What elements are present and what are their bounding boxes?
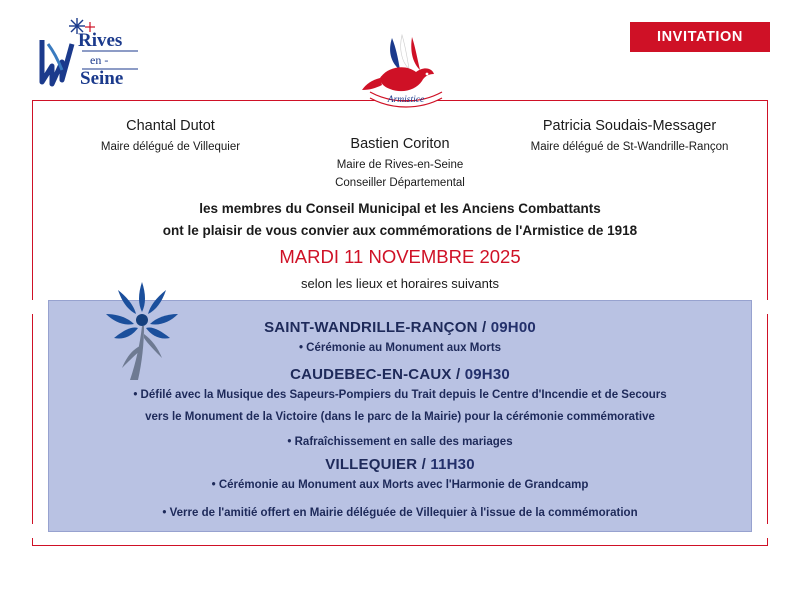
schedule-detail: • Cérémonie au Monument aux Morts avec l'Harmonie de Grandcamp: [211, 478, 589, 491]
schedule-group-villequier: [73, 456, 727, 494]
official-role-line1: Maire de Rives-en-Seine: [336, 159, 464, 171]
emblem-caption: Armistice: [387, 95, 425, 105]
official-block-left: [60, 118, 281, 157]
event-date: MARDI 11 NOVEMBRE 2025: [279, 246, 521, 267]
cornflower-decoration: [96, 276, 188, 386]
schedule-detail: vers le Monument de la Victoire (dans le parc de la Mairie) pour la cérémonie commémorative: [145, 410, 655, 423]
invitation-badge: INVITATION: [630, 22, 770, 52]
official-role: Maire délégué de Villequier: [100, 141, 241, 153]
schedule-place: SAINT-WANDRILLE-RANÇON /: [264, 319, 491, 336]
schedule-place: VILLEQUIER /: [325, 455, 431, 473]
frame-notch-left-top: [31, 300, 35, 314]
official-name: Chantal Dutot: [126, 118, 215, 134]
armistice-dove-emblem: [358, 32, 454, 112]
official-block-right: [519, 118, 740, 157]
svg-text:Seine: Seine: [80, 68, 124, 89]
intro-paragraph: [32, 198, 768, 243]
schedule-time: 09H30: [464, 366, 510, 384]
svg-text:en -: en -: [90, 53, 109, 67]
svg-text:Rives: Rives: [78, 30, 123, 51]
logo-svg: [28, 14, 178, 94]
official-name: Bastien Coriton: [350, 136, 450, 152]
dove-icon: [358, 32, 454, 112]
schedule-time: 11H30: [430, 455, 475, 473]
schedule-refreshment: • Rafraîchissement en salle des mariages: [287, 435, 513, 448]
cornflower-icon: [96, 276, 188, 386]
officials-row: [32, 118, 768, 193]
official-block-center: [281, 118, 519, 193]
intro-line-2: ont le plaisir de vous convier aux commémorations de l'Armistice de 1918: [162, 223, 638, 239]
schedule-detail: • Défilé avec la Musique des Sapeurs-Pompiers du Trait depuis le Centre d'Incendie et de Secours: [133, 389, 667, 402]
official-role: Maire délégué de St-Wandrille-Rançon: [530, 141, 729, 153]
frame-notch-left-bottom: [31, 524, 35, 538]
schedule-time: 09H00: [490, 319, 536, 336]
schedule-detail: • Cérémonie au Monument aux Morts: [298, 342, 502, 354]
schedule-place: CAUDEBEC-EN-CAUX /: [290, 366, 465, 384]
event-subdate: selon les lieux et horaires suivants: [301, 276, 499, 291]
schedule-heading: [73, 456, 727, 473]
official-role-line2: Conseiller Départemental: [335, 176, 465, 189]
frame-notch-right-bottom: [765, 524, 769, 538]
intro-line-1: les membres du Conseil Municipal et les Anciens Combattants: [199, 201, 601, 216]
rives-en-seine-logo: [28, 14, 178, 94]
schedule-closing-note: • Verre de l'amitié offert en Mairie déléguée de Villequier à l'issue de la commémoration: [162, 507, 638, 519]
official-name: Patricia Soudais-Messager: [542, 118, 717, 134]
frame-notch-right-top: [765, 300, 769, 314]
